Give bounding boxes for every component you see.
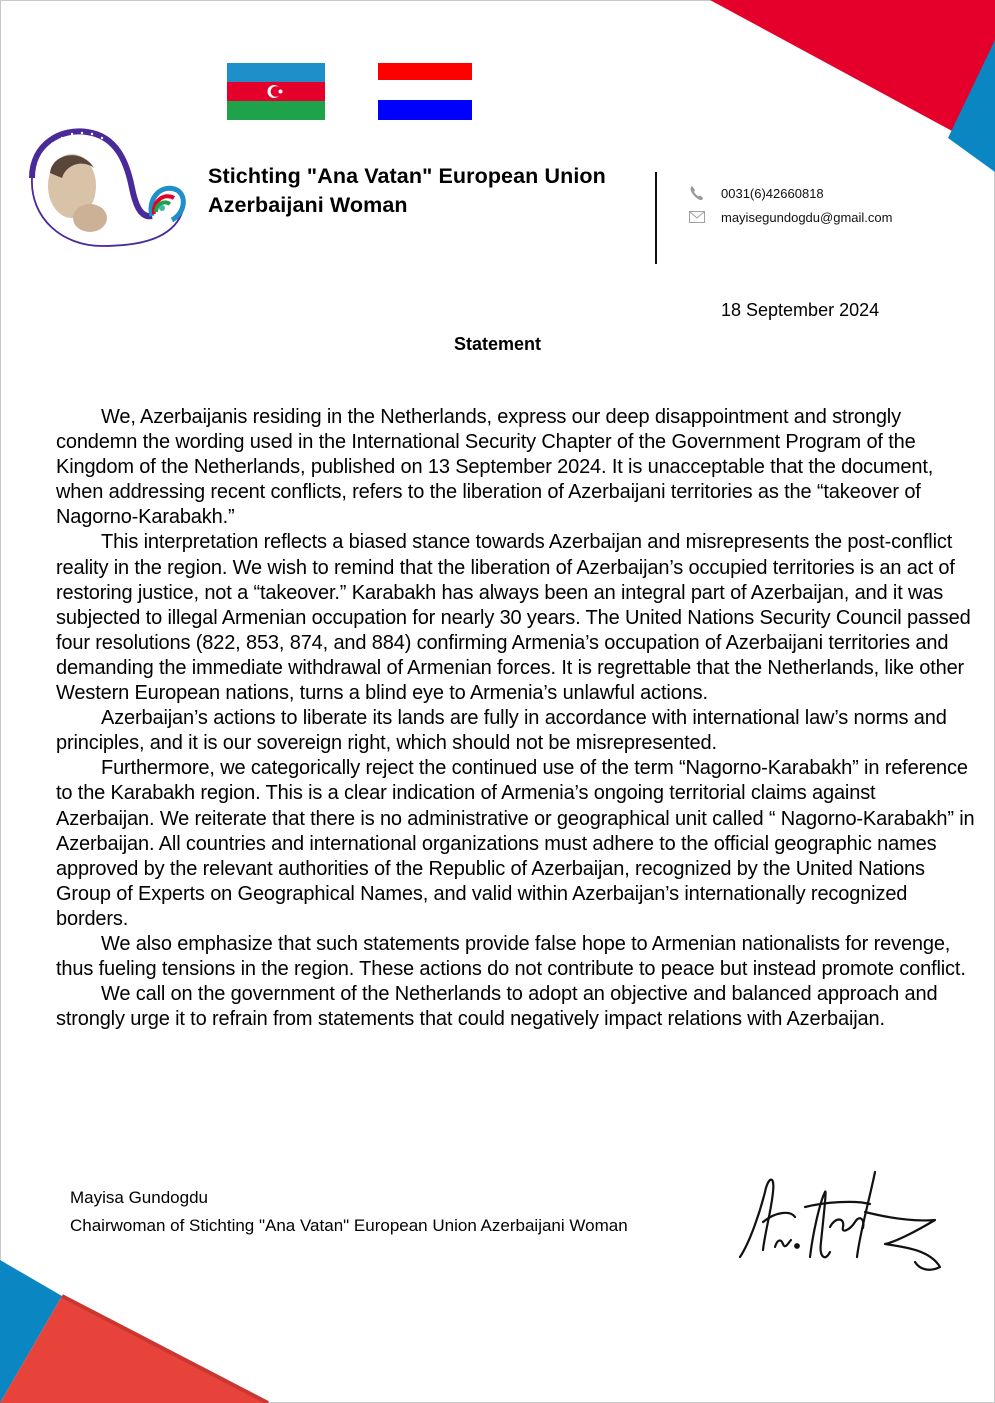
flag-azerbaijan-icon [227,63,325,120]
paragraph: We, Azerbaijanis residing in the Netherlands, express our deep disappointment and strongly condemn the wording used in the International Security Chapter of the Government Program of the Kingdom of the Netherlands, published on 13 September 2024. It is unacceptable that the document, when addressing recent conflicts, refers to the liberation of Azerbaijani territories as the “takeover of Nagorno-Karabakh.” [56,406,934,529]
document-date: 18 September 2024 [721,300,880,320]
contact-phone [688,184,824,202]
mother-and-child-logo-icon [22,118,192,258]
paragraph: We call on the government of the Netherlands to adopt an objective and balanced approach and strongly urge it to refrain from statements that could negatively impact relations with Azerbaijan. [56,983,938,1031]
corner-decoration-bottom-left-icon [0,1248,270,1403]
organization-title-line-2: Azerbaijani Woman [208,193,408,217]
phone-number[interactable]: 0031(6)42660818 [721,185,824,201]
envelope-icon [688,208,706,226]
handwritten-signature-icon [735,1162,950,1282]
corner-decoration-top-right-icon [695,0,995,175]
contact-email [688,208,892,226]
document-title: Statement [453,334,542,354]
organization-title [208,162,606,220]
email-address[interactable]: mayisegundogdu@gmail.com [721,209,893,225]
header-divider [655,172,657,264]
signatory-role: Chairwoman of Stichting "Ana Vatan" European Union Azerbaijani Woman [70,1216,628,1235]
paragraph: We also emphasize that such statements provide false hope to Armenian nationalists for revenge, thus fueling tensions in the region. These actions do not contribute to peace but instead promote conflict. [56,932,966,981]
paragraph: Azerbaijan’s actions to liberate its lands are fully in accordance with international law’s norms and principles, and it is our sovereign right, which should not be misrepresented. [56,707,947,755]
paragraph: Furthermore, we categorically reject the continued use of the term “Nagorno-Karabakh” in reference to the Karabakh region. This is a clear indication of Armenia’s ongoing territorial claims against Azerbaijan. We reiterate that there is no administrative or geographical unit called “ Nagorno-Karabakh” in Azerbaijan. All countries and international organizations must adhere to the official geographic names approved by the relevant authorities of the Republic of Azerbaijan, recognized by the United Nations Group of Experts on Geographical Names, and valid within Azerbaijan’s internationally recognized borders. [56,757,975,930]
flag-netherlands-icon [378,63,472,120]
paragraph: This interpretation reflects a biased stance towards Azerbaijan and misrepresents the post-conflict reality in the region. We wish to remind that the liberation of Azerbaijan’s occupied territories is an act of restoring justice, not a “takeover.” Karabakh has always been an integral part of Azerbaijan, and it was subjected to illegal Armenian occupation for nearly 30 years. The United Nations Security Council passed four resolutions (822, 853, 874, and 884) confirming Armenia’s occupation of Azerbaijani territories and demanding the immediate withdrawal of Armenian forces. It is regrettable that the Netherlands, like other Western European nations, turns a blind eye to Armenia’s unlawful actions. [56,531,971,705]
signatory-name: Mayisa Gundogdu [70,1188,208,1207]
statement-body [56,405,978,1032]
organization-title-line-1: Stichting "Ana Vatan" European Union [208,164,606,188]
phone-icon [688,184,706,202]
